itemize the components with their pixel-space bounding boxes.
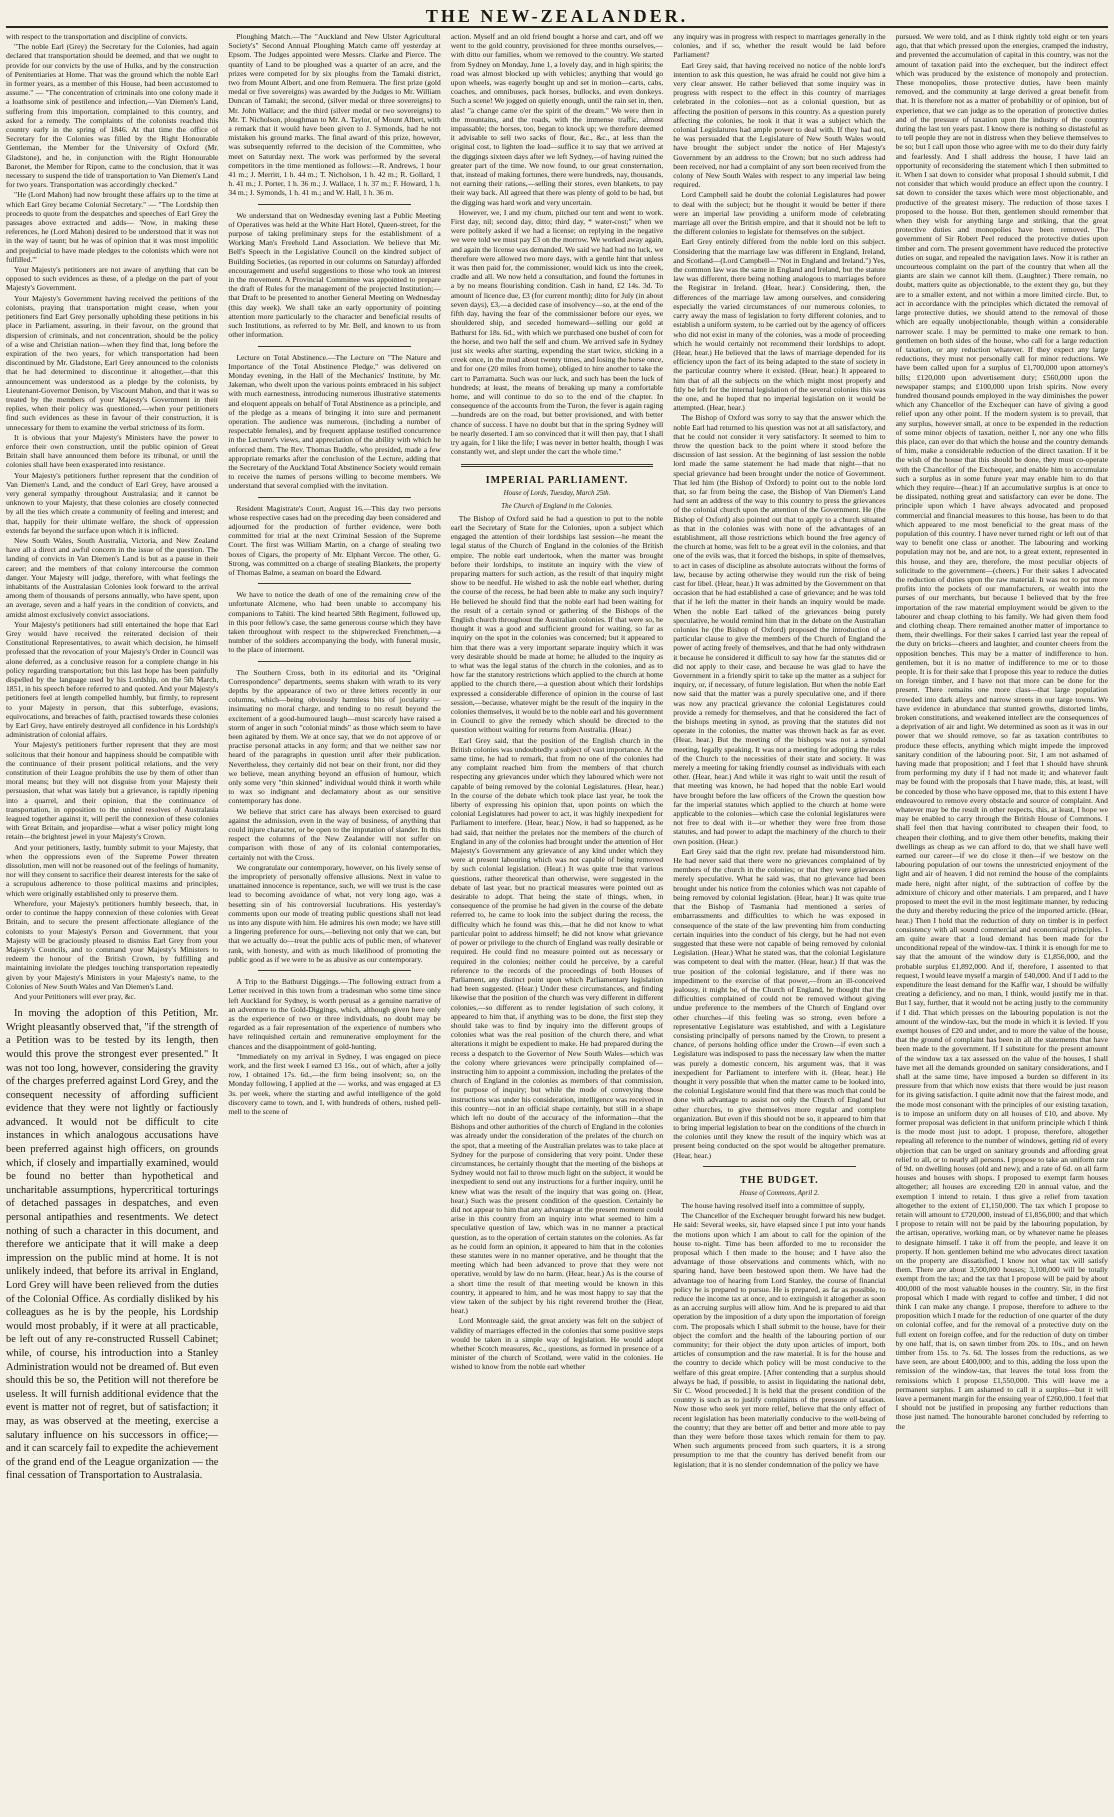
editorial-lead: In moving the adoption of this Petition, Mr. Wright pleasantly observed that, "if the strength of a Petition was to be tested by its length, then would this prove the strongest ever presented." It was not too long, however, considering the gravity of the charges preferred against Lord Grey, and the consequent necessity of affording sufficient evidence that they were not lightly or factiously advanced. It would not be difficult to cite instances in which analogous accusations have been preferred against high officers, on grounds which, if closely and impartially examined, would be found no better than hypothetical and uncharitable assumptions, hypercritical torturings of detached passages in despatches, and even personal antipathies and resentments. We detect nothing of such a character in this document, and therefore we anticipate that it will make a deep impression on the public mind at home. It is not unlikely indeed, that before its arrival in England, Lord Grey will have been relieved from the duties of the Colonial Office. As cordially disliked by his colleagues as he is by the people, his Lordship would most probably, if it were at all practicable, be left out of any re-constructed Russell Cabinet; while, of course, his introduction into a Stanley Administration would not be dreamed of. But even should this be so, the Petition will not therefore be useless. It will furnish additional evidence that the event is matter not of regret, but of satisfaction; it may, as was observed at the meeting, exercise a salutary influence on his successors in office;—and it can scarcely fail to expedite the achievement of the grand end of the League organization — the final cessation of Transportation to Australasia. xyxy=(6,1008,219,1482)
col1-paragraph: And your petitioners, lastly, humbly submit to your Majesty, that when the oppressions even of the Supreme Power threaten dissolution, men will not be reasoned out of the feelings of humanity, nor will they consent to sacrifice their dearest interests for the sake of a scrupulous adherence to those political maxims and principles, which were originally established only to preserve them. xyxy=(6,842,219,898)
col1-paragraph: Your Majesty's petitioners further represent that the condition of Van Diemen's Land, and the conduct of Earl Grey, have aroused a very general sympathy throughout Australasia; and it cannot be unknown to your Majesty, that these colonies are closely connected by all the ties which create a community of feeling and interest; and that, happily for their ultimate welfare, the shock of oppression extends far beyond the surface upon which it is inflicted. xyxy=(6,470,219,535)
parliament-paragraph: Lord Monteagle said, the great anxiety was felt on the subject of validity of marriages effected in the colonies that some positive steps would be taken in a simple way of legislation. He would adopt whether Scotch measures, &c., questions, as formed in presence of a minister of the church of Scotland, were valid in the colonies. He wished to know from the noble earl whether xyxy=(450,1316,664,1372)
parliament-paragraph: The Bishop of Oxford was sorry to say that the answer which the noble Earl had returned to his question was not at all satisfactory, and that he could not consider it very satisfactory. It seemed to him to throw the question back to the point where it stood before the discussion of last session. At the beginning of last session the noble lord made the same statement he had made that night—that no special grievance had been brought under the notice of Government. That led him (the Bishop of Oxford) to point out to the noble lord that, so far from being the case, the Bishop of Van Diemen's Land had sent an address of the way to this country to press the grievances of the colonial church upon the attention of the Government. He (the Bishop of Oxford) also pointed out that to apply to a church situated as that in the colonies was with none of the advantages of an establishment, all those restrictions which bound the free agency of the church at home, was felt to be a great evil in the colonies, and that one of the evils was, that it forced the bishops, in spite of themselves, to act in cases of discipline as absolute autocrats without the forms of law, because by acting otherwise they would run the risk of being cast for libel. (Hear, hear.) It was admitted by the Government on that occasion that he had established a case of grievance; and he was told that if he left the matter in their hands an inquiry would be made. When the noble Earl talked of the grievances being purely speculative, he would remind him that in the debate on the Australian colonies he (the Bishop of Oxford) proposed the introduction of a particular clause to give the members of the Church of England the power of acting freely of themselves, and that he had only withdrawn it because he considered it difficult to say how far the statutes did or did not apply to their case, and because he was glad to have the Government in a friendly spirit to take up the matter as a subject for inquiry, or, if necessary, of future legislation. But when the noble Earl now said that the matter was a purely speculative one, and if there was now any practical grievance the colonial Legislatures could provide a remedy for themselves, and that he considered the fact of the bishops meeting in synod, as proving that the statutes did not operate in the colonies, the matter was thrown back as far as ever. (Hear, hear.) But the meeting of the bishops was not a synodal meeting, legally speaking. It was not a meeting for adopting the rules of the Church to the necessities of their state and society. It was merely a meeting for taking friendly counsel as individuals with each other. (Hear, hear.) And while it was right to wait until the result of that meeting was known, he had hoped that the noble Earl would have brought before the law officers of the Crown the question how far the imperial statutes which applied to the church at home were applicable to the colonies—which case the colonial legislatures were not free to deal with it—or whether they were free from those statutes, and had power to adapt the machinery of the church to their own position. (Hear.) xyxy=(673,413,886,846)
southern-cross-article: We believe that strict care has always been exercised to guard against the admission, even in the way of business, of anything that could injure character, or be open to the imputation of slander. In this respect the columns of the New Zealander will not suffer on comparison with those of any of its colonial contemporaries, certainly not with the Cross. xyxy=(228,806,441,862)
bathurst-letter: "Immediately on my arrival in Sydney, I was engaged on piece work, and the first week I earned £3 16s., out of which, after a jolly row, I obtained 17s. 6d.,—the firm being insolvent; so, on the Monday following, I applied at the — works, and was engaged at £3 3s. per week, where the starting and awful intelligence of the gold discovery came to town, and I, with hundreds of others, rushed pell-mell to the scene of xyxy=(228,1051,441,1116)
budget-paragraph: pursued. We were told, and as I think rightly told eight or ten years ago, that that which pressed upon the energies, cramped the industry, and prevented the accumulation of capital in this country, was not the amount of taxation paid into the exchequer, but the indirect effect which was produced by the existence of monopoly and protection. These monopolies, those protective duties, have been mainly removed, and the community at large derived a great benefit from that. It is therefore not as a matter of probability or of opinion, but of experience, that we can judge as to the operation of protective duties and of the pressure of taxation upon the industry of the country during the last ten years past. I know there is nothing so distasteful as to tell people they are not in distress when they believe themselves to be so; but I call upon those who agree with me to do their duty fairly and fearlessly. And I shall address the house, I have laid an opportunity of reconsidering the statement which I then submitted to it. When I sat down to consider what proposal I should submit, I did not consider that which would produce an effect upon the country. I sat down to consider the taxes which were most objectionable, and productive of the greatest misery. The reduction of those taxes I proposed to the house. But then, gentlemen should remember that when they wish for anything large and striking, that the great protective duties and monopolies have been removed. The government of Sir Robert Peel reduced the protective duties upon timber and corn. The present government have reduced the protective duties on sugar, and repealed the navigation laws. Now it is rather an uncourteous complaint on the part of the country that when all the giants are slain we cannot kill them. (Laughter.) There remain, no doubt, matters quite as objectionable, to the extent they go, but they are to a smaller extent, and not within a more limited circle. But, to act in accordance with the principles which dictated the removal of large protective duties, we should attend to the removal of those which are equally unobjectionable, though within a considerable narrower scale. I may be permitted to make one remark to hon. gentlemen on both sides of the house, who call for a large reduction of taxation, or any reduction whatever. If they expect any large reductions, they must not personally call for minor reductions. We have been called upon for a surplus of £1,700,000 upon attorney's bills; £120,000 upon advertisement duty; £560,000 upon the newspaper stamps; and £100,000 upon Irish spirits. Now every hundred thousand pounds employed in the way diminishes the power which any Chancellor of the Exchequer can have of giving a good relief upon any other point. If the modern system is to prevail, that any surplus, however small, at once to be expended in the reduction of some minor objects of taxation, neither I, nor any one who fills this place, can ever do that which the house and the country demands of him, make a considerable reduction of the direct taxation. If it be the wish of the house that this should be done, they must co-operate with the Chancellor of the Exchequer, and enable him to accumulate such a surplus as in some future year may enable him to do that which they require—(hear.) If an accumulative surplus is at once to be dissipated, nothing great and satisfactory can ever be done. The principle upon which I have always advocated and proposed commercial and financial measures to this house, has been to do that which appeared to me most beneficial to the great mass of the population of this country. I have never turned right or left out of that way to benefit one class or another. The labouring and working population may not be, and are not, to a great extent, represented in this house, and they are, therefore, the most peculiar objects of solicitude to the government—(cheers.) For their sakes I advocated the reduction of duties upon the raw material. It was not to put more profits into the pockets of our manufacturers, or wealth into the purses of our merchants, but because I believed that by the free importation of the raw material employment would be given to the labourer and cheap clothing to his family. We had given them food and clothing cheap. There remained another matter of importance to them, their dwellings. For their sakes I carried last year the repeal of the duty on bricks—cheers and laughter, and counter cheers from the opposition benches. This may be a matter of indifference to hon. gentlemen, but it is no matter of indifference to me or to those people. It is for their sake that I propose this year to reduce the duties on foreign timber, and I have not that more can be done for the present. There remains one more class—that large population crowded into dark alleys and narrow streets in our large towns. We have evidence in abundance that stunted growths, distorted limbs, broken constitutions, and weakened intellect are the consequences of a deprivation of air and light. We determined as soon as it was in our power that we should remove, so far as taxation contributes to produce these effects, anything which might impede the improved sanitary condition of the labouring poor. Sir, I am not ashamed of having made that proposition; and I feel that I should have shrunk from performing my duty if I had not made it; and whatever fault may be found with the proposals that I have made, this, at least, will be conceded by those who have opposed me, that to this extent I have endeavoured to remove every obstacle and source of complaint. And whatever may be the result in other respects, this, at least, I hope we may be enabled to carry through the British House of Commons. I shall feel then that having contributed to cheapen their food, to cheapen their clothing, and to give them other benefits, making their dwellings as cheap as we can afford to do, that we shall have well earned our career—if we do close it then—if we bestow on the labouring population of our towns the unrestricted enjoyment of the light and air of heaven. I did not remind the house of the complaints made here, night after night, of the subtraction of coffee by the admixture of chicory and other materials. I am prepared, and I have proposed to meet the evil in the most legitimate manner, by reducing the duty and thereby reducing the price of the imported article. (Hear, hear.) Then I hold that the reduction of duty on timber is in perfect consistency with all sound commercial and economical principles. I am quite aware that a loud demand has been made for the unconditional repeal of the window-tax. I think it is enough for me to say that the amount of the window duty is £1,856,000, and the probable surplus £1,892,000. And if, therefore, I assented to that request, I would leave myself a margin of £40,000. And if I add to the expenditure the least demand for the Kaffir war, I should be wilfully creating a deficiency, and no man, I think, would justify me in that. But I say, further, that it would not be acting justly to the community if I did. That which presses on the labouring population is not the amount of the window-tax, but the mode in which it is levied. If you exempt houses of £20 and under, and to more the value of the house, that the ground of complaint has been in all the statements that have been made to the government. If I substitute for the present amount of the window tax a tax assessed on the value of the houses, I shall have met all the demands grounded on sanitary considerations, and I shall at the same time, have imposed a burden so different in its pressure from that which now exists that there would be just reason for its giving satisfaction. I quite admit now that the fairest mode, and the mode most consonant with the principles of our existing taxation, is to impose an uniform duty on all houses of £10, and above. My former proposal was deficient in that uniform principle which I think is the mode most just to adopt. I propose, therefore, altogether repealing all reference to the number of windows, getting rid of every objection that can be urged on sanitary grounds and affording great relief to all, or to nearly all persons. I propose to take an uniform rate of 9d. on dwelling houses (old and new); and a rate of 6d. on all farm houses and houses with shops. I proposed to exempt farm houses altogether; all houses are exceeding £20 in annual value, and the exemption I intend to retain. I thus give a relief from taxation altogether to the extent of £1,150,000. The tax which I propose to retain will amount to £720,000, instead of £1,856,000; and that which I propose to retain will not be paid by the labouring population, by the artisan, operative, working man, or by whatever name he pleases to designate himself. I take it off from the people, and leave it on property. If hon. gentlemen behind me who advocates direct taxation on the property are dissatisfied, I know not what tax will satisfy them. There are about 3,500,000 houses; 3,100,000 will be totally exempt from the tax; and the tax that I propose will be paid by about 400,000 of the most valuable houses in the country. Sir, in the first proposal which I made with regard to coffee and timber, I did not think I can make any change. I propose, therefore to adhere to the proposition which I made for the reduction of one quarter of the duty on colonial coffee, and for the removal of a protective duty on the full extent on foreign coffee, and for the reduction of duty on timber by one half, that is, on sawn timber from 20s. to 10s., and on hewn timber from 15s. to 7s. 6d. The losses from the reductions, as we have seen, are about £400,000; and to this, adding the loss upon the remission of the window-tax, that leaves the total loss from the remissions which I propose £1,550,000. This will leave me a permanent surplus. I am ashamed to call it a surplus—but it will leave a permanent margin for the ensuing year of £260,000. I feel that I should not be justified in proposing any further reductions than those just named. The honourable baronet concluded by referring to the xyxy=(895,32,1108,1431)
col1-paragraph: Your Majesty's petitioners are not aware of anything that can be opposed to such evidences as these, of a pledge on the part of your Majesty's Government. xyxy=(6,265,219,293)
col1-paragraph: New South Wales, South Australia, Victoria, and New Zealand have all a direct and awful concern in the issue of the question. The landing of convicts in Van Diemen's Land is but as a pause in their career; and the members of that colony intercourse the common danger. Your Majesty will judge, therefore, with what feelings the inhabitants of the Australasian Colonies look forward to the arrival among them of thousands of persons annually, who have spent, upon an average, seven and a half years in the condition of convicts, and amidst almost exclusively convict associations. xyxy=(6,535,219,619)
parliament-paragraph: Earl Grey entirely differed from the noble lord on this subject. Considering that the marriage law was different in England, Ireland, and Scotland—(Lord Campbell—"Not in England and Ireland.") Yes, the common law was the same in England and Ireland, but the statute law was different, there being nothing analogous to marriages before the Registrar in Ireland. (Hear, hear.) Considering, then, the differences of the marriage law among ourselves, and considering especially the varied circumstances of our numerous colonies, to carry away the mass of legislation to forty different colonies, and to establish a uniform system, to be carried out by the agency of officers who did not exist in many of the colonies, was a mode of proceeding which he would certainly not recommend their lordships to adopt. (Hear, hear.) He believed that the laws of marriage depended for its efficiency upon the fact of its being adapted to the state of society in the particular country where it existed. (Hear, hear.) It appeared to him that of all the subjects on the which might most properly and fitly be left for the internal legislation of the several colonies this was the one, and he hoped that no imperial legislation on it would be attempted. (Hear, hear.) xyxy=(673,237,886,413)
southern-cross-article: The Southern Cross, both in its editorial and its "Original Correspondence" departments, seems shaken with wrath to its very depths by the appearance of two or three letters recently in our columns, which—being obviously harmless bits of jocularity — insinuating no moral charge, and tending to no result beyond the excitement of a good-humoured laugh—must scarcely have raised a storm of anger in such "colonial minds" as those which seem to have been agitated by them. We at once say, that we do not approve of or practise personal attacks in any form; and that we neither saw nor heard of the paragraphs in question until after their publication. Nevertheless, they certainly did not bear on their front, nor did they we believe, mean anything beyond an effusion of humour, which only some very "thin skinned" individual would think it worth while to wax so indignant and declamatory about as our sensitive contemporary has done. xyxy=(228,667,441,806)
masthead-title: THE NEW-ZEALANDER. xyxy=(425,6,689,26)
divider xyxy=(258,346,410,347)
church-colonies-subheading: The Church of England in the Colonies. xyxy=(501,501,613,510)
southern-cross-article: We congratulate our contemporary, however, on his lively sense of the impropriety of personally offensive allusions. Next in value to unattained innocence is repentance, such, we will we trust is the case lead to becoming avoidance of what, not very long ago, was a besetting sin of his controversial lucubrations. His yesterday's comments upon our mode of treating public questions shall not lead us into any dispute with him. He admires his own mode; we have still a lingering preference for ours,—believing not only that we can, but that we actually do—treat the public acts of public men, of whatever rank, with honesty, and with as much likelihood of promoting the public good as if we were to be as abusive as our contemporary. xyxy=(228,862,441,964)
column-1 xyxy=(6,32,218,1815)
col1-paragraph: Wherefore, your Majesty's petitioners humbly beseech, that, in order to continue the happy connexion of these colonies with Great Britain, and to secure the present affectionate allegiance of the colonists to your Majesty's Person and Government, that your Majesty will be graciously pleased to dismiss Earl Grey from your Majesty's Councils, and to command your Majesty's Ministers to redeem the honour of the British Crown, by fulfilling and maintaining inviolate the pledges touching transportation repeatedly given by your Majesty's Ministers in your Majesty's name, to the Colonies of New South Wales and Van Diemen's Land. xyxy=(6,898,219,991)
divider xyxy=(258,970,410,971)
bathurst-letter-continued: action. Myself and an old friend bought a horse and cart, and off we went to the gold country, provisioned for three months ourselves,—with ditto our families, whom we removed to the country. We started from Sydney on Monday, June 1, a lovely day, and in high spirits; the road was almost blocked up with vehicles; anything that would go upon wheels, was eagerly bought up and set in motion—carts, cabs, coaches, and omnibuses, pack horses, bullocks, and even donkeys. Such a scene! We jogged on quietly enough, until the rain set in, then, alas! "a change came o'er the spirit of the dream." We were then in the mountains, and the roads, with the immense traffic, almost impassable; the horses, too, began to knock up; we therefore deemed it advisable to sell two sacks of flour, &c., &c., at less than the original cost, to lighten the load—suffice it to say that we arrived at the diggings sixteen days after we left Sydney,—of having ruined the greater part of the time. We now found, to our great consternation, that, instead of making fortunes, there were hundreds, nay, thousands, not earning their rations,—selling their stores, even blankets, to pay their way back. All agreed that there was plenty of gold to be had, but the digging was hard work and very uncertain. xyxy=(450,32,664,207)
budget-heading: THE BUDGET. xyxy=(740,1174,819,1186)
col1-paragraph: "The noble Earl (Grey) the Secretary for the Colonies, had again declared that transportation should be deemed, and that we ought to provide for our convicts by the use of Hulks, and by the construction of Penitentiaries at Home. That was the ground which the noble Earl in former years, as a member of this House, had been accustomed to assume." — "The concentration of criminals into one colony made it a loathsome sink of pestilence and infection,—Van Diemen's Land, suffering from this importation, complained to this country, and asked for a remedy. The complaints of the colonists reached this country early in the spring of 1846. At that time the office of Secretary for the Colonies was filled by the Right Honourable Gentleman, the Member for the University of Oxford (Mr. Gladstone), and he, in conjunction with the Right Honourable Baronet, the Member for Ripon, came to the conclusion, that it was necessary to suspend the tide of transportation to Van Diemen's Land for two years. Transportation was accordingly checked." xyxy=(6,42,219,190)
parliament-paragraph: Earl Grey said, that having received no notice of the noble lord's intention to ask this question, he was afraid he could not give him a very clear answer. He rather believed that some inquiry was in progress with respect to the effect in this country of marriages celebrated in the colonies—not as a colonial question, but as affecting the position of persons in this country. As a question purely affecting the colonies, he took it that it was a subject which the colonial Legislatures had ample power to deal with. If they had not, he was persuaded that the Legislature of New South Wales would have brought the subject under the notice of Her Majesty's Government by an address to the Crown; but no such address had been received, nor had a complaint of any sort been received from the colony of New South Wales with respect to any imperial law being required. xyxy=(673,60,886,190)
bathurst-letter-continued: However, we, I and my chum, pitched our tent and went to work. First day, nil; second day, ditto; third day, * water-cost;" when we were politely asked if we had a license; on replying in the negative we were told we must pay £3 on the morrow. We worked away again, and again the license was demanded. We said we had had no luck, we therefore were allowed two more days, with a gentle hint that unless it was then paid for, the commissioner, would kick us into the creek, cradle and all. We now held a consultation, and found the fortunes in a by no means flourishing condition. Cash in hand, £2 14s. 3d. To amount of licence due, £3 (for current month); ditto for July (in about seven days), £3,—a decided case of insolvency—so, at the end of the fifth day, having the fear of the commissioner before our eyes, we shouldered ship, and seceded homeward—selling our gold at Bathurst for 18s. 6d., with which we purchased one bushel of corn for the horse, and two half the self and chum. We arrived safe in Sydney just six weeks after starting, expending the start twice, sticking in a creek once, in the mud about twenty times, and losing the horse once, and for one (20 miles from home), obliged to hire another to take the cart to Parramatta. Such was our luck, and such has been the luck of hundreds; at least, the means of breaking up many a comfortable home, and will continue to do so to the end of the chapter. In consequence of the accounts from the Turon, the fever is again raging—hundreds are on the road, but better provisioned, and with better chance of success. I have no doubt but that in the spring Sydney will be nearly deserted. I am so convinced that it will then pay, that I shall try again, for I like the life; I was never in better health, though I was constantly wet, and slept under the cart the whole time." xyxy=(450,207,664,457)
divider xyxy=(258,204,410,205)
parliament-paragraph: any inquiry was in progress with respect to marriages generally in the colonies, and if so, whether the result would be laid before Parliament? xyxy=(673,32,886,60)
divider xyxy=(258,583,410,584)
imperial-parliament-heading: IMPERIAL PARLIAMENT. xyxy=(485,475,629,487)
freehold-land-article: We understand that on Wednesday evening last a Public Meeting of Operatives was held at the White Hart Hotel, Queen-street, for the purpose of taking preliminary steps for the establishment of a Working Man's Freehold Land Association. We believe that Mr. Bell's Speech in the Legislative Council on the kindred subject of Building Societies, (as reported in our columns on Saturday) afforded encouragement and useful suggestions to those who took an interest in the movement. A Provincial Committee was appointed to prepare the draft of Rules for the management of the projected Institution;—that Draft to be presented to another General Meeting on Wednesday (this day week). We shall take an early opportunity of pointing attention more particularly to the character and beneficial results of such Institutions, as referred to by Mr. Bell, and known to us from other information. xyxy=(228,210,441,340)
col1-paragraph: Your Majesty's petitioners further represent that they are most solicitous that their honour and happiness should be compatible with the continuance of their present political relations, and the very constitution of their League prohibits the use by them of other than moral means; but they will not disguise from your Majesty their persuasion, that what was lately but a grievance, is rapidly ripening into a quarrel, and their opinion, that the continuance of transportation, in opposition to the united resolves of Australasia leagued together against it, will peril the connexion of these colonies with Great Britain, and jeopardise—what a wiser policy might long retain—the brightest jewel in your Majesty's Crown. xyxy=(6,740,219,842)
house-of-lords-subheading: House of Lords, Tuesday, March 25th. xyxy=(503,489,611,498)
divider xyxy=(258,497,410,498)
column-4 xyxy=(673,32,885,1815)
alcmene-death-article: We have to notice the death of one of the remaining crew of the unfortunate Alcmene, who had been unable to accompany his companions to Tahiti. The kind hearted 58th Regiment, followed up, in this poor fellow's case, the same generous course which they have taken throughout with respect to the shipwrecked Frenchmen,—a number of the soldiers accompanying the body, with funeral music, to the place of interment. xyxy=(228,590,441,655)
bathurst-diggings-article: A Trip to the Bathurst Diggings.—The following extract from a Letter received in this town from a tradesman who some time since left Auckland for Sydney, is worth perusal as a genuine narrative of an adventure to the Gold-Diggings, which, although given here only as the experience of two or three individuals, no doubt may be regarded as a fair representation of the experience of numbers who have relinquished certain and remunerative employment for the chances and the disappointment of gold-hunting. xyxy=(228,977,441,1051)
col1-paragraph: "He (Lord Mahon) had now brought these affairs up to the time at which Earl Grey became Colonial Secretary." — "The Lordship then proceeds to quote from the despatches and speeches of Earl Grey the passages above extracted and adds— 'Now, in making these references, he (Lord Mahon) desired to be understood that it was not in the way of taunt; but he was of opinion that it was most impolitic and prejudicial to have made pledges to the colonists which were not fulfilled.'" xyxy=(6,190,219,264)
budget-paragraph: The Chancellor of the Exchequer brought forward his new budget. He said: Several weeks, sir, have elapsed since I put into your hands the motions upon which I am about to call for the opinion of the house to-night. Time has been afforded to me to reconsider the proposal which I then made to the house; and I have also the advantage of those observations and comments which, with no sparing hand, have been bestowed upon them. We have had the advantage too of hearing from Lord Stanley, the course of financial policy he is prepared to pursue. He is prepared, as far as possible, to reduce the income tax at once, and to extinguish it altogether as soon as an accruing surplus will allow him. And he is prepared to aid that operation by the imposition of a duty upon the importation of foreign corn. The proposals which I shall submit to the house, have for their object the comfort and the health of the labouring portion of our community; for their object the duty upon articles of import, both articles of consumption and the raw material. It is for the house and the country to decide which policy will be most conducive to the welfare of this great empire. [After contending that a surplus should always be had, if possible, to assist in liquidating the national debt, Sir C. Wood proceeded.] It is held that the present condition of the country is such as to justify complaints of the pressure of taxation. Now those who seek yet more relief, believe that the only effect of recent legislation has been materially conducive to the well-being of the country; that they are better off and better and more able to pay than they were before those taxes which remain for them to pay. When such arguments proceed from such quarters, it is a strong presumption to me that the country has derived benefit from our legislation; that it is no slender condemnation of the policy we have xyxy=(673,1211,886,1469)
ploughing-match-article: Ploughing Match.—The "Auckland and New Ulster Agricultural Society's" Second Annual Ploughing Match came off yesterday at Epsom. The Judges appointed were Messrs. Clarke and Pierce. The quantity of Land to be ploughed was a quarter of an acre, and the prizes were competed for by six ploughs from the Tamaki district, two from Mount Albert, and one from Remuera. The first prize (gold medal or five sovereigns) was awarded by the Judges to Mr. William Duncan of Tamaki; the second, (silver medal or three sovereigns) to Mr. John Wallace; and the third (silver medal or two sovereigns) to Mr. T. Nicholson, ploughman to Mr. A. Taylor, of Mount Albert, with a remark that it would have been given to J. Symonds, had he not mistaken his ground marks. The final award of this prize, however, was subsequently referred to the decision of the Committee, who meet on Saturday next. The work was performed by the several competitors in the time mentioned as follows:—R. Andrews, 1 hour 41 m.; J. Merritt, 1 h. 44 m.; T. Nicholson, 1 h. 42 m.; R. Gollard, 1 h. 41 m.; J. Porter, 1 h. 36 m.; J. Wallace, 1 h. 37 m.; F. Howard, 1 h. 34 m.; J. Symonds, 1 h. 41 m.; and W. Hall, 1 h. 36 m. xyxy=(228,32,441,198)
budget-paragraph: The house having resolved itself into a committee of supply, xyxy=(681,1200,865,1210)
columns xyxy=(6,32,1108,1815)
column-5 xyxy=(896,32,1108,1815)
col1-closing: And your Petitioners will ever pray, &c. xyxy=(14,991,136,1001)
parliament-paragraph: The Bishop of Oxford said he had a question to put to the noble earl the Secretary of State for the Colonies, upon a subject which engaged the attention of their lordships last session—he meant the legal status of the Church of England in the colonies of the British empire. The noble earl undertook, when the matter was brought before their lordships, to institute an inquiry with the view of preparing matters for such action, as the result of that inquiry might show to be needful. He wished to ask the noble earl whether, during the course of the recess, he had been able to make any such inquiry? He believed he should find that the noble earl had been waiting for the result of a certain synod or gathering of the Bishops of the English church throughout the Australian colonies. If that were so, he thought it was a good and sufficient ground for waiting, so far as inquiry on the spot in the colonies was concerned; but it appeared to him that there was a very important separate inquiry which it was very desirable should be made at home; he alluded to the inquiry as to what was the legal status of the church in the colonies, and as to how far the statutory restrictions which applied to the church at home applied to the church there,—a question about which their lordships expressed a considerable difference of opinion in the course of last session,—because, whatever might be the result of the inquiry in the colonies themselves, it would be to the noble earl and his government in Council to give the remedy which should be directed to the question without waiting for returns from Australia. (Hear.) xyxy=(450,513,664,735)
col1-paragraph: It is obvious that your Majesty's Ministers have the power to enforce their own construction, until the public opinion of Great Britain shall have announced them before its tribunal, or until the colonies shall have been exasperated into resistance. xyxy=(6,432,219,470)
abstinence-lecture-article: Lecture on Total Abstinence.—The Lecture on "The Nature and Importance of the Total Abstinence Pledge," was delivered on Monday evening, in the Hall of the Mechanics' Institute, by Mr. Jakeman, who dwelt upon the various points embraced in his subject with much earnestness, introducing numerous illustrative statements and eloquent appeals on behalf of Total Abstinence as a principle, and of the pledge as a means of bringing it into sure and permanent operation. The audience was numerous, (including a number of respectable females), and by frequent applause testified concurrence in the Lecturer's views, and appreciation of the ability with which he enforced them. The Rev. Thomas Buddle, who presided, made a few appropriate remarks after the conclusion of the Lecture, adding that the Secretary of the Auckland Total Abstinence Society would remain to receive the names of persons willing to become members. We understand that several complied with the invitation. xyxy=(228,352,441,491)
masthead xyxy=(6,4,1108,28)
col1-paragraph: Your Majesty's petitioners had still entertained the hope that Earl Grey would have received the reiterated decision of their Constitutional Representatives, to await which decision, he himself professed that the revocation of your Majesty's Order in Council was alone deferred, as a conclusive reason for a complete change in his policy regarding transportation; but this last hope has been painfully dispelled by the language used by his Lordship, on the 5th March, 1851, in his speech before referred to and quoted. And your Majesty's petitioners feel at length compelled humbly, but firmly, to represent to your Majesty in person, that this subterfuge, evasions, equivocations, and breaches of faith, practised towards these colonies by Earl Grey, have entirely destroyed all confidence in his Lordship's administration of colonial affairs. xyxy=(6,619,219,740)
divider xyxy=(258,661,410,662)
section-divider xyxy=(461,464,653,467)
house-of-commons-subheading: House of Commons, April 2. xyxy=(739,1188,820,1197)
divider xyxy=(703,1166,855,1167)
parliament-paragraph: Earl Grey said, that the position of the English church in the British colonies was undoubtedly a subject of vast importance. At the same time, he had to remark, that from no one of the colonies had any complaint reached him from the members of that church respecting any grievances under which they laboured which were not capable of being removed by the colonial Legislatures. (Hear, hear.) In the course of the debate which took place last year, he took the liberty of expressing his opinion that, upon points on which the colonial Legislatures had power to act, it was highly inexpedient for Parliament to interfere. (Hear, hear.) Now, it had so happened, as he had said, that neither the prelates nor the members of the church of England in any of the colonies had brought under the attention of Her Majesty's Government any grievance of any kind under which they were at present labouring which was not capable of being removed by such colonial legislation. (Hear.) It was quite true that various questions, rather theoretical than otherwise, were suggested in the debate of last year, but no practical measures were pointed out as desirable to adopt. That being the state of things, when, in consequence of the promise he had given in the course of the debate referred to, he came to look into the subject during the recess, the difficulty which he found was this,—that he did not know to what particular point to address himself; he did not know what grievance of power or privilege to the church of England was really desirable or required. He could find no measure pointed out as necessary or required in the colonies; neither could he perceive, by a careful reference to the records of the proceedings of both Houses of Parliament, any distinct point upon which Parliamentary legislation had been suggested. (Hear.) Under these circumstances, and finding likewise that the position of the church was very different in different colonies,—so different as to render legislation of such colony, it appeared to him that, if anything was to be done, the first step they should take was to find by inquiry into the different groups of colonies what was the real position of the church there, and what alterations it might be expedient to make. He had prepared during the recess a despatch to the Governor of New South Wales—which was the colony where grievances were principally complained of—instructing him to appoint a commission, including the prelates of the church of England in the colonies as members of that commission, for purpose of inquiry; but while the mode of conveying those instructions was under his consideration, intelligence was received in this country—not in an official shape certainly, but still in a shape which left no doubt of the accuracy of the information—that the Bishops and other authorities of the church of England in the colonies was already under the consideration of the prelates of the church on the spot, that a meeting of the Australian prelates was to take place at Sydney for the purpose of considering that very point. Under these circumstances, he certainly thought that the meeting of the bishops at Sydney would not fail to throw much light on the subject, it would be inexpedient to send out any instructions for a further inquiry, until he knew what was the result of the inquiry that was going on. (Hear, hear.) Such was the present condition of the question. Certainly he did not appear to him that any advantage at the present moment could arise in this country from an inquiry into what seemed to him a speculative question of law, which was in no manner a practical question, as to the operation of certain statutes on the colonies. As far as he could form an opinion, it appeared to him that in the colonies these statutes were in no manner operative, and he thought that the meeting which had been advanced to prove that they were not operative, would by law do no harm. (Hear, hear.) As is the course of a short time the result of that meeting would be known in this country, it appeared to him, and he was most happy to say that the view taken of the subject by his right reverend brother the (Hear, hear.) xyxy=(450,735,664,1316)
parliament-paragraph: Earl Grey said that the right rev. prelate had misunderstood him. He had never said that there were no grievances complained of by members of the church in the colonies; or that they were grievances merely speculative. What he said was, that no grievance had been brought under his notice from the colonies which was not capable of being removed by colonial legislation. (Hear, hear.) It was quite true that the Bishop of Tasmania had mentioned a series of embarrassments and difficulties to which he was exposed in consequence of the state of the law preventing him from conducting certain inquiries into the conduct of his clergy, but he had not even suggested that these were not capable of being removed by colonial Legislation. (Hear.) What he stated was, that the colonial Legislature was competent to deal with the matter. (Hear, hear.) If that was the true position of the colonial legislature, and if there was no impediment to the exercise of that power,—from an ill-conceived jealousy, it might be, of the Church of England, he thought that the difficulties complained of could not be removed without giving undue preference to the members of the Church of England over other churches—if this feeling was so strong, even before a representative Legislature was established, and with a Legislature consisting principally of persons named by the Crown, to present a chance, of persons holding office under the Crown—if even such a Legislature was indisposed to pass the necessary law when the matter was purely a domestic concern, his argument was, that it was inexpedient for Parliament to interfere with it. (Hear, hear.) He thought it very possible that when the matter came to be looked into, the colonial Legislature would find that there was much that could be done with advantage to assist not only the Church of England but other churches, to give themselves more regular and complete organization. But even if this should not be so, it appeared to him that to bring imperial legislation to bear on the conditions of the church in the colonies until they knew the result of the inquiry which was at present being conducted on the spot would be altogether premature. (Hear, hear.) xyxy=(673,846,886,1160)
column-2 xyxy=(228,32,440,1815)
column-3 xyxy=(451,32,663,1815)
col1-intro: with respect to the transportation and discipline of convicts. xyxy=(6,32,188,41)
col1-paragraph: Your Majesty's Government having received the petitions of the colonists, praying that transportation might cease, when your petitioners find Earl Grey personally upholding these petitions in his place in Parliament, assuring, in their favour, on the ground that dispersion of criminals, and not concentration, should be the policy of a wise and Christian nation—when they find that, long before the expiration of the two years, for which transportation had been discontinued by Mr. Gladstone, Earl Grey announced to the colonists that he had determined to discontinue it altogether,—that this announcement was understood as a pledge by the colonists, by Lieutenant-Governor Denison, by Viscount Mahon, and that it was so treated by the members of your Majesty's Government in their replies, when their policy was questioned,—when your petitioners find such evidences as these in favour of their construction, it is unnecessary for them to examine the verbal strictness of its form. xyxy=(6,293,219,432)
parliament-paragraph: Lord Campbell said he doubt the colonial Legislatures had power to deal with the subject; but he thought it would be better if there were an imperial law providing a uniform mode of celebrating marriage all over the British empire, and that it should not be left to the different colonies to legislate for themselves on the subject. xyxy=(673,190,886,237)
magistrate-court-article: Resident Magistrate's Court, August 16.—This day two persons whose respective cases had on the preceding day been considered and adjourned for the production of further evidence, were both committed for trial at the next Criminal Session of the Supreme Court. The first was William Martin, on a charge of stealing two boxes of Cigars, the property of Mr. Elphant Vercoe. The other, G. Strong, was committed on a charge of stealing Blankets, the property of Thomas Balme, a seaman on board the Edward. xyxy=(228,503,441,577)
